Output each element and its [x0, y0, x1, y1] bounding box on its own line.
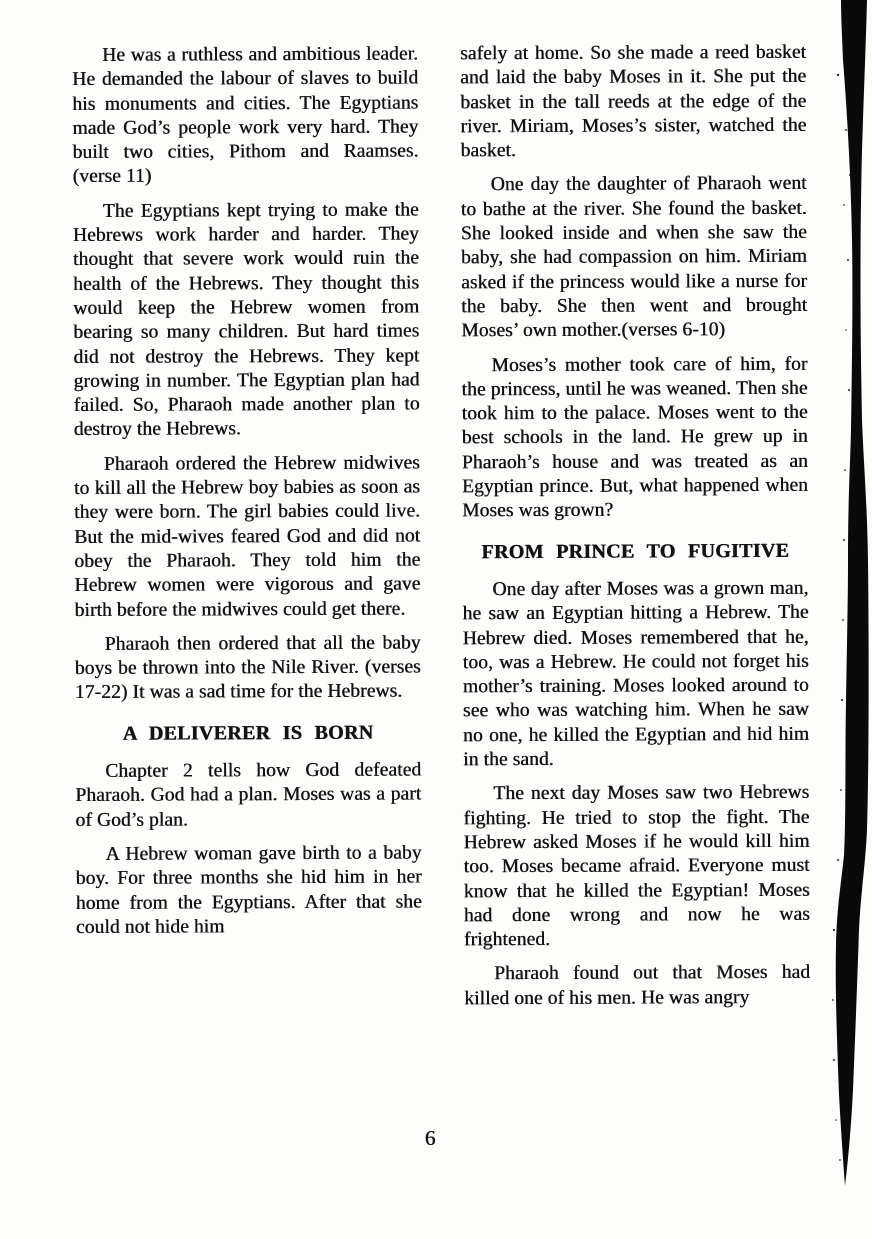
- section-heading-a-deliverer-is-born: A DELIVERER IS BORN: [122, 721, 374, 745]
- text-columns: [72, 41, 812, 1023]
- left-paragraph-4: Pharaoh then ordered that all the baby boys be thrown into the Nile River. (verses 17-22) It was a sad time for the Hebrews.: [74, 632, 421, 704]
- right-paragraph-2: One day the daughter of Pharaoh went to bathe at the river. She found the basket. She looked inside and when she saw the baby, she had compassion on him. Miriam asked if the princess would like a nurse for the baby. She then went and brought Moses’ own mother.(verses 6-10): [460, 173, 808, 342]
- left-paragraph-5: Chapter 2 tells how God defeated Pharaoh. God had a plan. Moses was a part of God’s plan.: [75, 759, 422, 831]
- right-paragraph-4: One day after Moses was a grown man, he saw an Egyptian hitting a Hebrew. The Hebrew died. Moses remembered that he, too, was a Hebrew. He could not forget his mother’s training. Moses looked around to see who was watching him. When he saw no one, he killed the Egyptian and hid him in the sand.: [462, 577, 810, 771]
- right-paragraph-3: Moses’s mother took care of him, for the princess, until he was weaned. Then she took him to the palace. Moses went to the best schools in the land. He grew up in Pharaoh’s house and was treated as an Egyptian prince. But, what happened when Moses was grown?: [461, 353, 808, 522]
- left-paragraph-1: He was a ruthless and ambitious leader. He demanded the labour of slaves to build his monuments and cities. The Egyptians made God’s people work very hard. They built two cities, Pithom and Raamses. (verse 11): [72, 43, 419, 188]
- left-paragraph-2: The Egyptians kept trying to make the Hebrews work harder and harder. They thought that severe work would ruin the health of the Hebrews. They thought this would keep the Hebrew women from bearing so many children. But hard times did not destroy the Hebrews. They kept growing in number. The Egyptian plan had failed. So, Pharaoh made another plan to destroy the Hebrews.: [72, 199, 420, 441]
- page-number: 6: [424, 1126, 436, 1150]
- right-column: [460, 41, 810, 1021]
- scan-artifact: [832, 0, 872, 1239]
- right-paragraph-5: The next day Moses saw two Hebrews fighting. He tried to stop the fight. The Hebrew asked Moses if he would kill him too. Moses became afraid. Everyone must know that he killed the Egyptian! Moses had done wrong and now he was frightened.: [463, 782, 810, 951]
- left-column: [72, 42, 422, 1022]
- left-paragraph-6: A Hebrew woman gave birth to a baby boy. For three months she hid him in her home from the Egyptians. After that she could not hide him: [75, 842, 422, 938]
- section-heading-from-prince-to-fugitive: FROM PRINCE TO FUGITIVE: [481, 539, 790, 563]
- left-paragraph-3: Pharaoh ordered the Hebrew midwives to kill all the Hebrew boy babies as soon as they were born. The girl babies could live. But the mid-wives feared God and did not obey the Pharaoh. They told him the Hebrew women were vigorous and gave birth before the midwives could get there.: [73, 452, 421, 621]
- right-paragraph-1-continuation: safely at home. So she made a reed basket and laid the baby Moses in it. She put the basket in the tall reeds at the edge of the river. Miriam, Moses’s sister, watched the basket.: [460, 41, 807, 162]
- right-paragraph-6: Pharaoh found out that Moses had killed one of his men. He was angry: [464, 962, 811, 1009]
